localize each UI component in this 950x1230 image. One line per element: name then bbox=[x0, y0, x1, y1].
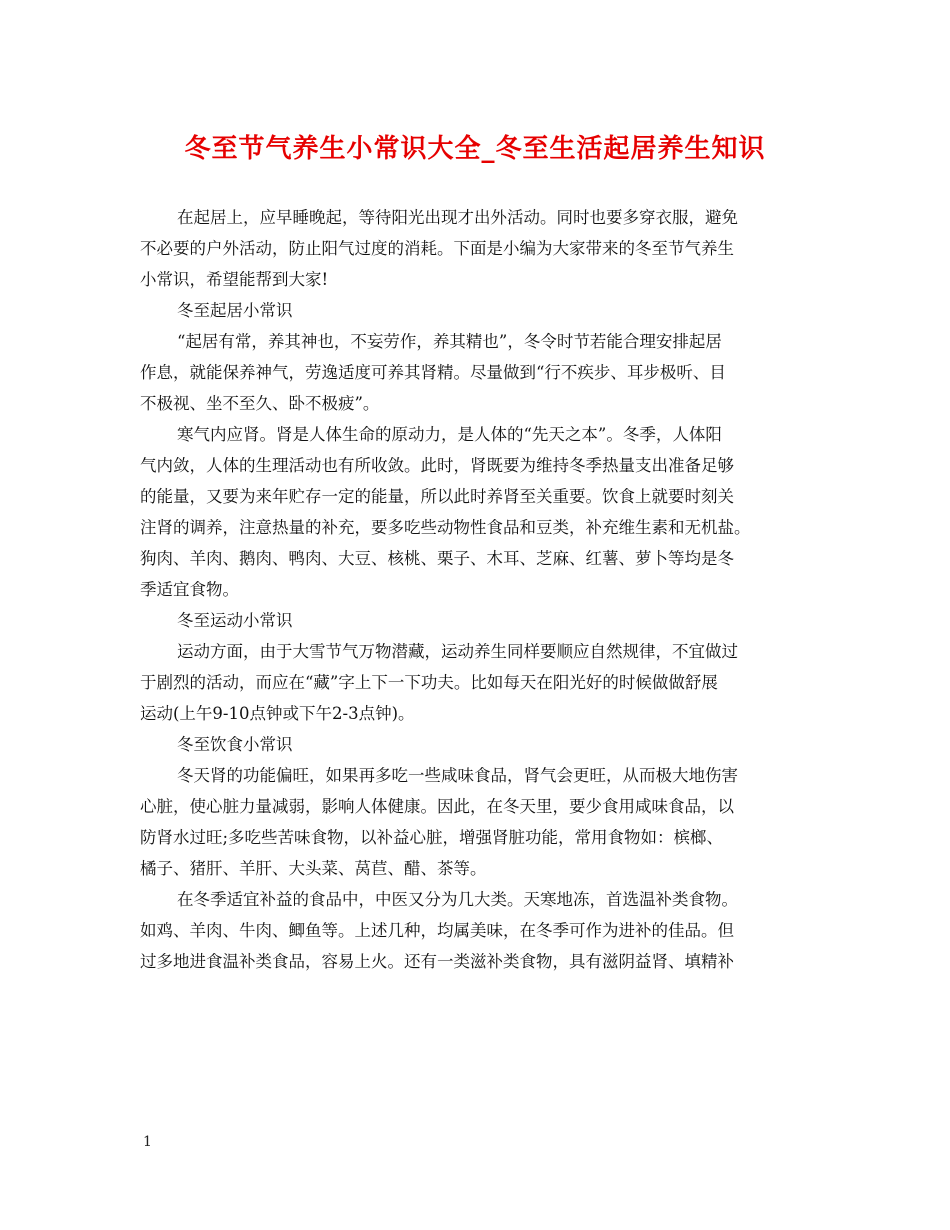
body-line: “起居有常，养其神也，不妄劳作，养其精也”，冬令时节若能合理安排起居 bbox=[177, 332, 722, 351]
section-heading-rest: 冬至起居小常识 bbox=[177, 301, 293, 320]
body-line: 寒气内应肾。肾是人体生命的原动力，是人体的“先天之本”。冬季，人体阳 bbox=[177, 425, 722, 444]
page-number: 1 bbox=[143, 1134, 152, 1150]
body-line: 狗肉、羊肉、鹅肉、鸭肉、大豆、核桃、栗子、木耳、芝麻、红薯、萝卜等均是冬 bbox=[140, 549, 734, 568]
body-line: 在冬季适宜补益的食品中，中医又分为几大类。天寒地冻，首选温补类食物。 bbox=[177, 890, 738, 909]
section-heading-exercise: 冬至运动小常识 bbox=[177, 611, 293, 630]
body-line: 作息，就能保养神气，劳逸适度可养其肾精。尽量做到“行不疾步、耳步极听、目 bbox=[140, 363, 726, 382]
body-line: 气内敛，人体的生理活动也有所收敛。此时，肾既要为维持冬季热量支出准备足够 bbox=[140, 456, 734, 475]
body-line: 的能量，又要为来年贮存一定的能量，所以此时养肾至关重要。饮食上就要时刻关 bbox=[140, 487, 734, 506]
body-line: 不极视、坐不至久、卧不极疲”。 bbox=[140, 394, 380, 413]
body-line: 过多地进食温补类食品，容易上火。还有一类滋补类食物，具有滋阴益肾、填精补 bbox=[140, 952, 734, 971]
body-line: 小常识，希望能帮到大家! bbox=[140, 270, 329, 289]
body-line: 防肾水过旺;多吃些苦味食物，以补益心脏，增强肾脏功能，常用食物如：槟榔、 bbox=[140, 828, 724, 847]
body-line: 心脏，使心脏力量减弱，影响人体健康。因此，在冬天里，要少食用咸味食品，以 bbox=[140, 797, 734, 816]
body-line: 于剧烈的活动，而应在“藏”字上下一下功夫。比如每天在阳光好的时候做做舒展 bbox=[140, 673, 718, 692]
body-line: 季适宜食物。 bbox=[140, 580, 239, 599]
document-title: 冬至节气养生小常识大全_冬至生活起居养生知识 bbox=[184, 134, 766, 164]
body-line: 运动(上午9-10点钟或下午2-3点钟)。 bbox=[140, 704, 415, 723]
body-line: 不必要的户外活动，防止阳气过度的消耗。下面是小编为大家带来的冬至节气养生 bbox=[140, 239, 734, 258]
body-line: 运动方面，由于大雪节气万物潜藏，运动养生同样要顺应自然规律，不宜做过 bbox=[177, 642, 738, 661]
body-line: 注肾的调养，注意热量的补充，要多吃些动物性食品和豆类，补充维生素和无机盐。 bbox=[140, 518, 751, 537]
body-line: 冬天肾的功能偏旺，如果再多吃一些咸味食品，肾气会更旺，从而极大地伤害 bbox=[177, 766, 738, 785]
section-heading-diet: 冬至饮食小常识 bbox=[177, 735, 293, 754]
body-line: 在起居上，应早睡晚起，等待阳光出现才出外活动。同时也要多穿衣服，避免 bbox=[177, 208, 738, 227]
body-line: 如鸡、羊肉、牛肉、鲫鱼等。上述几种，均属美味，在冬季可作为进补的佳品。但 bbox=[140, 921, 734, 940]
document-body bbox=[140, 202, 812, 977]
body-line: 橘子、猪肝、羊肝、大头菜、莴苣、醋、茶等。 bbox=[140, 859, 487, 878]
